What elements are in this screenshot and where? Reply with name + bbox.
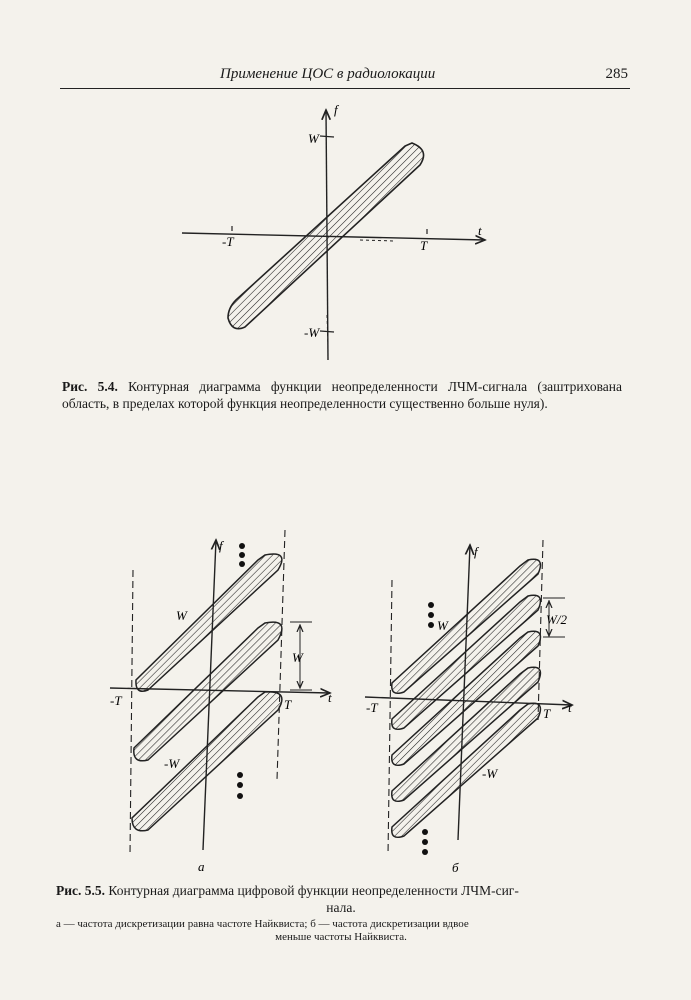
figure-5-5-note (56, 918, 626, 944)
figure-5-5a (110, 530, 332, 874)
fig2b-negT-label: -T (366, 700, 378, 715)
fig2-caption-text: Контурная диаграмма цифровой функции неопределенности ЛЧМ-сиг- (108, 883, 519, 898)
fig2a-band-top (136, 554, 282, 691)
figure-5-5-caption (56, 882, 626, 916)
fig2b-f-label: f (474, 544, 478, 559)
fig2-caption-text2: нала. (326, 900, 356, 915)
fig2a-W-label: W (176, 608, 187, 623)
fig2b-t-label: t (568, 700, 572, 715)
fig2b-W-label: W (437, 618, 448, 633)
fig2b-W2-label: W/2 (546, 612, 567, 627)
fig2b-negW-label: -W (482, 766, 498, 781)
fig1-caption-label: Рис. 5.4. (62, 379, 118, 394)
fig2-note-line2: меньше частоты Найквиста. (275, 931, 407, 943)
figure-5-5b (365, 540, 572, 875)
fig1-T-label: T (420, 238, 428, 253)
fig1-ambiguity-region (228, 143, 424, 329)
fig2a-t-label: t (328, 690, 332, 705)
fig1-t-label: t (478, 223, 482, 238)
fig1-f-label: f (334, 102, 338, 117)
fig2a-f-label: f (219, 538, 223, 553)
page-number: 285 (605, 66, 628, 82)
fig2a-Wdim-label: W (292, 650, 303, 665)
figure-5-4 (182, 102, 485, 360)
fig1-W-label: W (308, 131, 319, 146)
fig2a-band-bot (132, 692, 282, 831)
fig2a-T-label: T (284, 697, 292, 712)
fig1-negT-label: -T (222, 234, 234, 249)
fig2-caption-label: Рис. 5.5. (56, 883, 106, 898)
fig2-note-line1: а — частота дискретизации равна частоте Найквиста; б — частота дискретизации вдвое (56, 918, 469, 930)
fig1-caption-text: Контурная диаграмма функции неопределенности ЛЧМ-сигнала (заштрихована область, в пределах которой функция неопределенности существенно больше нуля). (62, 379, 622, 411)
figure-5-4-caption (62, 378, 622, 412)
fig2b-T-label: T (543, 706, 551, 721)
fig2b-sublabel: б (452, 860, 459, 875)
fig2a-sublabel: а (198, 859, 205, 874)
fig2a-negT-label: -T (110, 693, 122, 708)
running-title: Применение ЦОС в радиолокации (220, 66, 436, 82)
fig2a-negW-label: -W (164, 756, 180, 771)
fig1-negW-label: -W (304, 325, 320, 340)
